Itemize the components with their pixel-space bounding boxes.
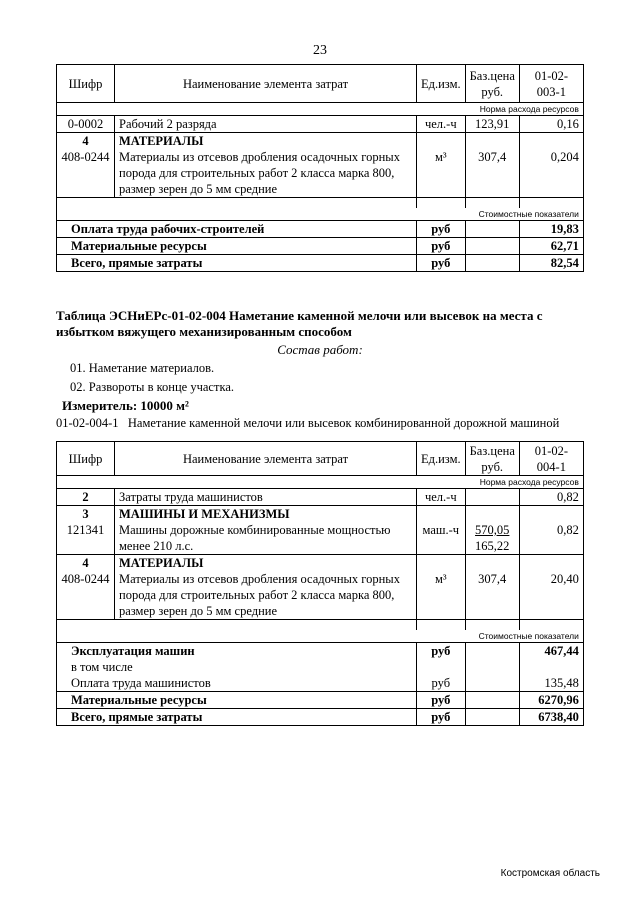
group-name: МАТЕРИАЛЫ [115,133,417,150]
total-unit: руб [417,220,466,237]
total-value: 82,54 [519,254,583,271]
header-name: Наименование элемента затрат [115,442,417,476]
total-name: Материальные ресурсы [57,237,417,254]
total-unit: руб [417,691,466,708]
row-unit: м³ [417,571,466,620]
work-item: 02. Развороты в конце участка. [70,380,234,394]
header-table-code: 01-02-003-1 [519,65,583,103]
cost-label: Стоимостные показатели [57,630,584,643]
total-value: 62,71 [519,237,583,254]
row-unit: м³ [417,149,466,198]
total-name: Оплата труда машинистов [57,675,417,692]
group-code: 4 [57,133,115,150]
row-name: Материалы из отсевов дробления осадочных горных порода для строительных работ 2 класса марка 800, размер зерен до 5 мм средние [115,149,417,198]
including-label: в том числе [57,659,417,675]
norm-label: Норма расхода ресурсов [57,103,584,116]
row-value: 20,40 [519,571,583,620]
group-code: 4 [57,555,115,572]
header-price: Баз.цена руб. [465,442,519,476]
norm-label: Норма расхода ресурсов [57,476,584,489]
region-footer: Костромская область [500,868,600,879]
total-name: Всего, прямые затраты [57,254,417,271]
row-price [465,522,519,555]
row-code: 121341 [57,522,115,555]
total-value: 6270,96 [519,691,583,708]
price-labor: 165,22 [475,539,510,553]
total-name: Эксплуатация машин [57,642,417,659]
header-code: Шифр [57,65,115,103]
measure: Измеритель: 10000 м² [62,398,189,413]
price-base: 570,05 [475,523,510,537]
group-name: МАШИНЫ И МЕХАНИЗМЫ [115,506,417,523]
group-code: 3 [57,506,115,523]
total-value: 6738,40 [519,708,583,725]
row-name: Рабочий 2 разряда [115,116,417,133]
row-price: 307,4 [465,571,519,620]
item-caption [56,416,586,431]
row-code: 408-0244 [57,571,115,620]
item-code: 01-02-004-1 [56,416,119,430]
total-unit: руб [417,237,466,254]
total-name: Оплата труда рабочих-строителей [57,220,417,237]
total-value: 467,44 [519,642,583,659]
total-value: 135,48 [519,675,583,692]
row-unit: чел.-ч [417,489,466,506]
section-title: Таблица ЭСНиЕРс-01-02-004 Наметание каменной мелочи или высевок на места с избытком вяжущего механизированным способом [56,308,543,339]
total-name: Всего, прямые затраты [57,708,417,725]
header-unit: Ед.изм. [417,65,466,103]
total-value: 19,83 [519,220,583,237]
row-value: 0,82 [519,489,583,506]
row-name: Затраты труда машинистов [115,489,417,506]
composition-title: Состав работ: [277,342,363,357]
row-unit: чел.-ч [417,116,466,133]
work-item: 01. Наметание материалов. [70,361,215,375]
row-value: 0,204 [519,149,583,198]
header-name: Наименование элемента затрат [115,65,417,103]
total-unit: руб [417,642,466,659]
total-unit: руб [417,675,466,692]
row-unit: маш.-ч [417,522,466,555]
row-code: 2 [57,489,115,506]
header-code: Шифр [57,442,115,476]
header-unit: Ед.изм. [417,442,466,476]
row-name: Машины дорожные комбинированные мощностью менее 210 л.с. [115,522,417,555]
total-unit: руб [417,254,466,271]
row-name: Материалы из отсевов дробления осадочных горных порода для строительных работ 2 класса марка 800, размер зерен до 5 мм средние [115,571,417,620]
row-price: 307,4 [465,149,519,198]
page-number: 23 [313,43,327,58]
row-value: 0,16 [519,116,583,133]
row-price: 123,91 [465,116,519,133]
cost-label: Стоимостные показатели [57,208,584,221]
total-unit: руб [417,708,466,725]
row-code: 408-0244 [57,149,115,198]
header-price: Баз.цена руб. [465,65,519,103]
resource-table-2 [56,441,584,726]
total-name: Материальные ресурсы [57,691,417,708]
row-code: 0-0002 [57,116,115,133]
group-name: МАТЕРИАЛЫ [115,555,417,572]
item-name: Наметание каменной мелочи или высевок комбинированной дорожной машиной [127,416,560,430]
resource-table-1 [56,64,584,272]
header-table-code: 01-02-004-1 [519,442,583,476]
row-value: 0,82 [519,522,583,555]
